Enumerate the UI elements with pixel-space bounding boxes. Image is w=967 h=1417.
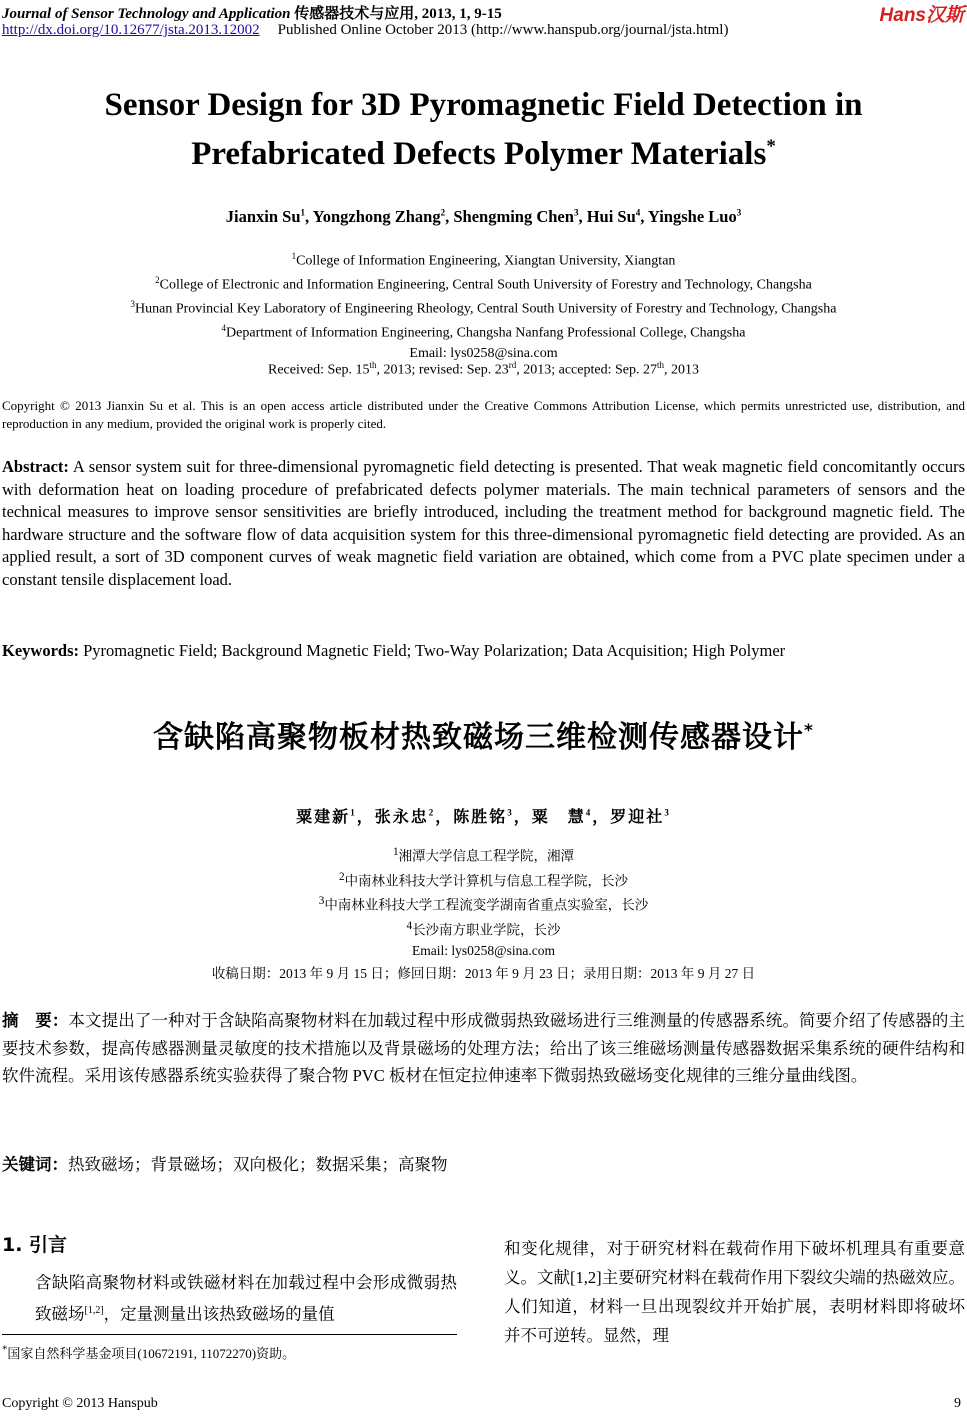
author-name: Yongzhong Zhang bbox=[312, 207, 441, 226]
abstract-text: A sensor system suit for three-dimensional pyromagnetic field detecting is presented. That weak magnetic field concomitantly occurs with deformation heat on loading procedure of prefabricated defects polymer materials. The main technical parameters of sensors and the technical measures to improve sensor sensitivities are briefly introduced, including the treatment method for background magnetic field. The hardware structure and the software flow of data acquisition system for this three-dimensional pyromagnetic field detecting are provided. As an applied result, a sort of 3D component curves of weak magnetic field variation are obtained, which come from a PVC plate specimen under a constant tensile displacement load. bbox=[2, 457, 965, 589]
paper-title-en bbox=[0, 84, 967, 175]
email-en: Email: lys0258@sina.com bbox=[409, 345, 558, 361]
section-heading: 1. 引言 bbox=[2, 1234, 68, 1256]
author-separator: ， bbox=[435, 809, 454, 826]
hans-logo: Hans汉斯 bbox=[879, 5, 964, 26]
author-separator: ， bbox=[513, 809, 532, 826]
keywords-text: Pyromagnetic Field; Background Magnetic Field; Two-Way Polarization; Data Acquisition; High Polymer bbox=[83, 641, 786, 660]
copyright-notice: Copyright © 2013 Jianxin Su et al. This is an open access article distributed under the Creative Commons Attribution License, which permits unrestricted use, distribution, and reproduction in any medium, provided the original work is properly cited. bbox=[2, 398, 965, 431]
author-separator: ， bbox=[356, 809, 375, 826]
affiliation-line bbox=[0, 319, 967, 343]
funding-footnote bbox=[2, 1343, 295, 1362]
abstract-label: Abstract: bbox=[2, 457, 69, 476]
email-cn: Email: lys0258@sina.com bbox=[412, 943, 555, 958]
affiliation-text: 湘潭大学信息工程学院，湘潭 bbox=[398, 848, 575, 864]
affiliation-text: 中南林业科技大学计算机与信息工程学院，长沙 bbox=[344, 873, 629, 888]
affiliation-mark: 3 bbox=[130, 299, 135, 310]
author-affil-mark: 1 bbox=[300, 207, 306, 218]
revised-date: , 2013; revised: Sep. 23 bbox=[376, 362, 509, 378]
affiliation-mark: 1 bbox=[291, 251, 297, 261]
author-separator: ， bbox=[592, 809, 611, 826]
abstract-cn-label: 摘 要： bbox=[2, 1011, 69, 1030]
author-separator: , bbox=[578, 207, 587, 226]
page-number: 9 bbox=[954, 1396, 961, 1411]
journal-header bbox=[2, 2, 502, 23]
author-affil-mark: 1 bbox=[350, 807, 357, 818]
author-affil-mark: 4 bbox=[635, 207, 641, 218]
footer-copyright: Copyright © 2013 Hanspub bbox=[2, 1396, 158, 1411]
author-name: Jianxin Su bbox=[225, 207, 301, 226]
accepted-date: , 2013; accepted: Sep. 27 bbox=[516, 362, 657, 378]
authors-en bbox=[0, 207, 967, 227]
body-text: 含缺陷高聚物材料或铁磁材料在加载过程中会形成微弱热致磁场 bbox=[35, 1273, 457, 1324]
affiliation-text: College of Electronic and Information Engineering, Central South University of Forestry and Technology, Changsha bbox=[159, 277, 812, 293]
affiliation-line bbox=[0, 916, 967, 941]
author-affil-mark: 3 bbox=[507, 807, 514, 818]
affiliation-mark: 4 bbox=[221, 323, 227, 334]
body-text: ，定量测量出该热致磁场的量值 bbox=[103, 1304, 335, 1324]
date-year: , 2013 bbox=[663, 362, 699, 378]
author-separator: , bbox=[445, 207, 454, 226]
keywords-cn-label: 关键词： bbox=[2, 1155, 68, 1174]
journal-name-cn: 传感器技术与应用 bbox=[294, 6, 415, 22]
footnote-divider bbox=[2, 1334, 457, 1335]
affiliation-line bbox=[0, 842, 967, 867]
published-online: Published Online October 2013 (http://www.hanspub.org/journal/jsta.html) bbox=[277, 22, 729, 38]
title-en-line2: Prefabricated Defects Polymer Materials bbox=[191, 136, 767, 172]
received-date: Received: Sep. 15 bbox=[268, 362, 370, 378]
keywords-en bbox=[2, 641, 965, 661]
dates-en bbox=[0, 360, 967, 379]
citation-ref[interactable]: [1,2] bbox=[84, 1305, 104, 1316]
date-suffix: th bbox=[369, 360, 377, 370]
author-name: Shengming Chen bbox=[453, 207, 574, 226]
title-en-line1: Sensor Design for 3D Pyromagnetic Field Detection in bbox=[104, 87, 863, 123]
author-name: Yingshe Luo bbox=[647, 207, 737, 226]
author-name: Hui Su bbox=[586, 207, 636, 226]
author-name: 粟建新 bbox=[296, 809, 351, 826]
dates-cn: 收稿日期：2013 年 9 月 15 日；修回日期：2013 年 9 月 23 日；录用日期：2013 年 9 月 27 日 bbox=[211, 966, 756, 981]
footnote-text: 国家自然科学基金项目(10672191, 11072270)资助。 bbox=[7, 1346, 296, 1361]
author-affil-mark: 2 bbox=[428, 807, 436, 818]
affiliation-text: 中南林业科技大学工程流变学湖南省重点实验室，长沙 bbox=[324, 897, 649, 913]
author-name: 罗迎社 bbox=[610, 809, 665, 826]
date-suffix: th bbox=[656, 360, 664, 370]
author-separator: , bbox=[640, 207, 648, 226]
author-name: 陈胜铭 bbox=[453, 809, 508, 826]
author-affil-mark: 3 bbox=[664, 807, 671, 818]
date-suffix: rd bbox=[508, 360, 517, 370]
abstract-cn-text: 本文提出了一种对于含缺陷高聚物材料在加载过程中形成微弱热致磁场进行三维测量的传感器系统。简要介绍了传感器的主要技术参数，提高传感器测量灵敏度的技术措施以及背景磁场的处理方法；给出了该三维磁场测量传感器数据采集系统的硬件结构和软件流程。采用该传感器系统实验获得了聚合物 PVC 板材在恒定拉伸速率下微弱热致磁场变化规律的三维分量曲线图。 bbox=[2, 1011, 966, 1085]
volume-info: , 2013, 1, 9-15 bbox=[414, 6, 502, 22]
title-footnote-mark: * bbox=[766, 136, 776, 157]
title-cn-footnote-mark: * bbox=[804, 721, 814, 741]
doi-line bbox=[2, 22, 728, 39]
affiliation-line bbox=[0, 271, 967, 295]
author-affil-mark: 2 bbox=[440, 207, 446, 218]
paper-title-cn bbox=[0, 712, 967, 756]
affiliation-line bbox=[0, 247, 967, 271]
authors-cn bbox=[0, 804, 967, 827]
body-left-column bbox=[2, 1269, 457, 1329]
affiliations-en bbox=[0, 247, 967, 363]
affiliation-text: College of Information Engineering, Xiangtan University, Xiangtan bbox=[296, 253, 676, 269]
body-right-column: 和变化规律，对于研究材料在载荷作用下破坏机理具有重要意义。文献[1,2]主要研究材料在载荷作用下裂纹尖端的热磁效应。人们知道，材料一旦出现裂纹并开始扩展，表明材料即将破坏并不可逆转。显然，理 bbox=[504, 1239, 965, 1345]
doi-link[interactable]: http://dx.doi.org/10.12677/jsta.2013.12002 bbox=[2, 22, 260, 38]
affiliation-text: 长沙南方职业学院，长沙 bbox=[412, 922, 561, 937]
affiliation-text: Department of Information Engineering, Changsha Nanfang Professional College, Changsha bbox=[226, 326, 746, 342]
affiliation-mark: 1 bbox=[392, 846, 399, 858]
abstract-en bbox=[2, 456, 965, 592]
abstract-cn bbox=[2, 1007, 965, 1090]
affiliation-mark: 2 bbox=[338, 870, 345, 883]
affiliation-mark: 4 bbox=[406, 919, 413, 932]
title-cn-text: 含缺陷高聚物板材热致磁场三维检测传感器设计 bbox=[153, 720, 805, 755]
affiliation-mark: 2 bbox=[155, 275, 160, 286]
journal-name-en: Journal of Sensor Technology and Application bbox=[2, 6, 291, 22]
affiliations-cn bbox=[0, 842, 967, 961]
affiliation-text: Hunan Provincial Key Laboratory of Engineering Rheology, Central South University of Forestry and Technology, Changsha bbox=[135, 301, 837, 317]
author-separator: , bbox=[305, 207, 313, 226]
keywords-cn bbox=[2, 1151, 965, 1175]
keywords-cn-text: 热致磁场；背景磁场；双向极化；数据采集；高聚物 bbox=[68, 1155, 448, 1174]
keywords-label: Keywords: bbox=[2, 641, 79, 660]
author-name: 张永忠 bbox=[374, 809, 429, 826]
author-affil-mark: 3 bbox=[573, 207, 579, 218]
footnote-mark: * bbox=[2, 1343, 8, 1356]
author-name: 粟 慧 bbox=[531, 809, 586, 826]
author-affil-mark: 4 bbox=[585, 807, 593, 818]
affiliation-line bbox=[0, 295, 967, 319]
affiliation-line bbox=[0, 867, 967, 892]
author-affil-mark: 3 bbox=[736, 207, 742, 218]
affiliation-line bbox=[0, 891, 967, 916]
affiliation-mark: 3 bbox=[318, 895, 325, 907]
